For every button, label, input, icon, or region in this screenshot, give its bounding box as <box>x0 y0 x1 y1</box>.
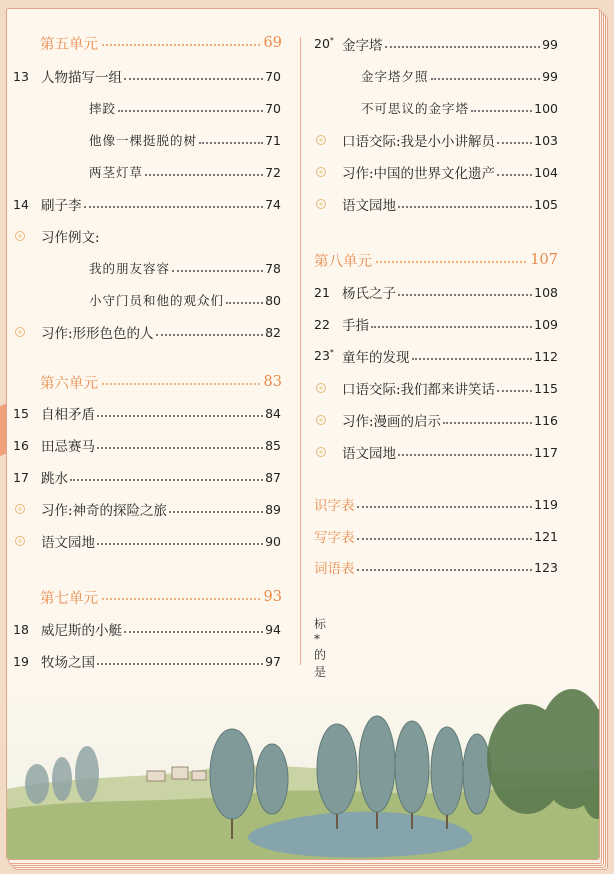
toc-entry[interactable]: 13 人物描写一组 70 <box>13 64 281 88</box>
entry-title: 刷子李 <box>41 198 82 214</box>
entry-title: 习作:形形色色的人 <box>41 326 154 342</box>
toc-entry[interactable] <box>314 128 558 152</box>
entry-page: 116 <box>534 412 558 428</box>
entry-page: 105 <box>534 196 558 212</box>
unit-page: 69 <box>263 35 282 51</box>
index-entry[interactable] <box>314 556 558 578</box>
circle-bullet-icon <box>316 135 326 145</box>
entry-title: 习作:漫画的启示 <box>342 414 442 430</box>
toc-subentry[interactable] <box>89 288 281 312</box>
unit-page: 83 <box>263 374 282 390</box>
entry-page: 89 <box>265 501 281 517</box>
entry-page: 80 <box>265 292 281 308</box>
entry-title: 语文园地 <box>342 446 396 462</box>
toc-entry[interactable] <box>314 192 558 216</box>
toc-entry[interactable]: 18 威尼斯的小艇 94 <box>13 617 281 641</box>
entry-page: 71 <box>265 132 281 148</box>
entry-page: 100 <box>534 100 558 116</box>
toc-subentry[interactable] <box>361 96 558 120</box>
toc-entry[interactable]: 17 跳水 87 <box>13 465 281 489</box>
toc-entry[interactable] <box>13 497 281 521</box>
book-page-stack <box>6 8 606 868</box>
toc-subentry[interactable] <box>89 160 281 184</box>
entry-title: 语文园地 <box>342 198 396 214</box>
table-of-contents-page <box>6 8 600 860</box>
entry-page: 78 <box>265 260 281 276</box>
unit-heading[interactable] <box>40 586 282 608</box>
unit-page: 107 <box>530 252 558 268</box>
circle-bullet-icon <box>316 447 326 457</box>
entry-title: 摔跤 <box>89 101 117 116</box>
toc-subentry[interactable] <box>361 64 558 88</box>
entry-title: 不可思议的金字塔 <box>361 101 470 116</box>
entry-page: 99 <box>542 36 558 52</box>
entry-title: 金字塔夕照 <box>361 69 429 84</box>
entry-page: 70 <box>265 68 281 84</box>
entry-page: 115 <box>534 380 558 396</box>
index-title: 词语表 <box>314 561 355 577</box>
entry-title: 我的朋友容容 <box>89 261 171 276</box>
entry-page: 85 <box>265 437 281 453</box>
entry-page: 70 <box>265 100 281 116</box>
entry-page: 104 <box>534 164 558 180</box>
entry-page: 117 <box>534 444 558 460</box>
index-page: 119 <box>534 496 558 512</box>
unit-heading[interactable] <box>40 32 282 54</box>
entry-title: 威尼斯的小艇 <box>41 623 122 639</box>
toc-entry[interactable]: 23* 童年的发现 112 <box>314 344 558 368</box>
toc-entry[interactable] <box>314 160 558 184</box>
entry-page: 87 <box>265 469 281 485</box>
toc-entry[interactable]: 20* 金字塔 99 <box>314 32 558 56</box>
entry-page: 74 <box>265 196 281 212</box>
entry-page: 109 <box>534 316 558 332</box>
entry-page: 108 <box>534 284 558 300</box>
toc-subentry[interactable] <box>89 256 281 280</box>
unit-title: 第七单元 <box>40 590 98 607</box>
entry-title: 跳水 <box>41 471 68 487</box>
index-title: 识字表 <box>314 498 355 514</box>
toc-entry[interactable]: 14 刷子李 74 <box>13 192 281 216</box>
toc-entry[interactable] <box>13 224 281 248</box>
entry-title: 牧场之国 <box>41 655 95 671</box>
toc-entry[interactable]: 19 牧场之国 97 <box>13 649 281 673</box>
entry-title: 小守门员和他的观众们 <box>89 293 225 308</box>
leader-dots <box>102 44 260 46</box>
toc-entry[interactable] <box>13 320 281 344</box>
circle-bullet-icon <box>15 327 25 337</box>
circle-bullet-icon <box>15 504 25 514</box>
toc-entry[interactable]: 16 田忌赛马 85 <box>13 433 281 457</box>
circle-bullet-icon <box>15 231 25 241</box>
entry-page: 84 <box>265 405 281 421</box>
circle-bullet-icon <box>316 383 326 393</box>
entry-title: 田忌赛马 <box>41 439 95 455</box>
toc-entry[interactable] <box>314 440 558 464</box>
entry-title: 口语交际:我是小小讲解员 <box>342 134 496 150</box>
toc-entry[interactable]: 21 杨氏之子 108 <box>314 280 558 304</box>
entry-page: 103 <box>534 132 558 148</box>
entry-page: 112 <box>534 348 558 364</box>
footnote: 标*的是 <box>314 617 328 679</box>
entry-title: 习作:神奇的探险之旅 <box>41 503 168 519</box>
toc-subentry[interactable] <box>89 128 281 152</box>
toc-entry[interactable] <box>314 408 558 432</box>
entry-title: 语文园地 <box>41 535 95 551</box>
index-entry[interactable] <box>314 493 558 515</box>
toc-subentry[interactable] <box>89 96 281 120</box>
toc-entry[interactable] <box>314 376 558 400</box>
unit-title: 第五单元 <box>40 36 98 53</box>
column-divider <box>300 37 301 665</box>
index-title: 写字表 <box>314 530 355 546</box>
entry-title: 自相矛盾 <box>41 407 95 423</box>
index-page: 123 <box>534 559 558 575</box>
entry-title: 习作:中国的世界文化遗产 <box>342 166 496 182</box>
unit-heading[interactable] <box>314 249 558 271</box>
toc-entry[interactable]: 15 自相矛盾 84 <box>13 401 281 425</box>
entry-title: 人物描写一组 <box>41 70 122 86</box>
index-entry[interactable] <box>314 525 558 547</box>
entry-page: 97 <box>265 653 281 669</box>
circle-bullet-icon <box>15 536 25 546</box>
unit-page: 93 <box>263 589 282 605</box>
unit-heading[interactable] <box>40 371 282 393</box>
entry-page: 99 <box>542 68 558 84</box>
toc-entry[interactable]: 22 手指 109 <box>314 312 558 336</box>
toc-entry[interactable] <box>13 529 281 553</box>
circle-bullet-icon <box>316 415 326 425</box>
entry-page: 72 <box>265 164 281 180</box>
entry-title: 杨氏之子 <box>342 286 396 302</box>
circle-bullet-icon <box>316 167 326 177</box>
unit-title: 第六单元 <box>40 375 98 392</box>
entry-title: 口语交际:我们都来讲笑话 <box>342 382 496 398</box>
entry-title: 两茎灯草 <box>89 165 144 180</box>
entry-page: 82 <box>265 324 281 340</box>
entry-page: 94 <box>265 621 281 637</box>
entry-title: 手指 <box>342 318 369 334</box>
unit-title: 第八单元 <box>314 253 372 270</box>
circle-bullet-icon <box>316 199 326 209</box>
entry-page: 90 <box>265 533 281 549</box>
entry-title: 他像一棵挺脱的树 <box>89 133 198 148</box>
landscape-illustration <box>7 679 599 859</box>
entry-title: 习作例文: <box>41 230 100 246</box>
index-page: 121 <box>534 528 558 544</box>
entry-title: 金字塔 <box>342 38 383 54</box>
entry-title: 童年的发现 <box>342 350 410 366</box>
